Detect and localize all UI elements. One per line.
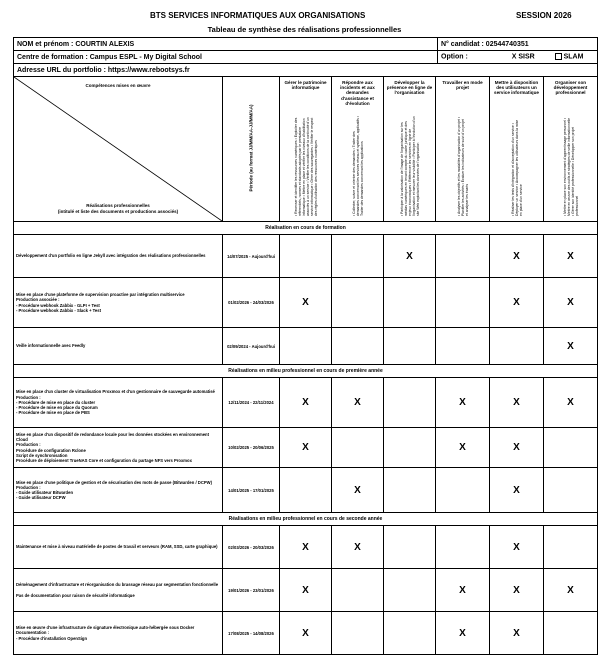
competence-detail: • Mettre en place son environnement d'apprentissage personnel • Mettre en œuvre des outils et stratégies de veille informationnelle • Gérer son identité professionnelle • Développer son projet professionnel xyxy=(562,117,579,216)
period-cell: 14/07/2025 - Aujourd'hui xyxy=(223,235,280,278)
section-row xyxy=(14,365,598,378)
realisation-title: Mise en place d'une plateforme de supervision proactive par intégration multiservice xyxy=(16,292,185,298)
realisation-title: Développement d'un portfolio en ligne Jekyll avec intégration des réalisations professionnelles xyxy=(16,253,206,259)
competence-header xyxy=(384,77,436,222)
periode-header: Période (au format JJ/MM/AA-JJ/MM/AA) xyxy=(223,77,280,222)
production-line: - Guide utilisateur Bitwarden xyxy=(16,490,74,495)
competence-mark: X xyxy=(490,378,544,428)
option-label: Option : xyxy=(441,53,468,61)
table-row xyxy=(14,235,598,278)
production-line: - Procédure de mise en place de PBS xyxy=(16,410,90,416)
competence-mark xyxy=(332,235,384,278)
competence-mark: X xyxy=(436,569,490,612)
competence-mark: X xyxy=(490,278,544,328)
competence-detail: • Recenser et identifier les ressources numériques • Exploiter des référentiels, normes et standards adoptés par le prestataire informatique • Mettre en place et vérifier les niveaux d'habilitation associés à un service • Vérifier les conditions de la continuité d'un service informatique • Gérer des sauvegardes • Vérifier le respect des règles d'utilisation des ressources numériques xyxy=(293,117,318,216)
competence-header xyxy=(436,77,490,222)
table-row xyxy=(14,526,598,569)
candidate-number: N° candidat : 02544740351 xyxy=(438,38,598,51)
production-line: Procédure de déploiement TrueNAS Core et configuration du partage NFS vers Proxmox xyxy=(16,457,192,463)
competence-mark xyxy=(384,428,436,468)
competence-mark: X xyxy=(280,612,332,655)
document-title: BTS SERVICES INFORMATIQUES AUX ORGANISATIONS xyxy=(150,11,366,20)
synthesis-table xyxy=(13,76,598,655)
competence-detail: • Participer à la valorisation de l'image de l'organisation sur les médias numériques en tenant compte du cadre juridique et des enjeux économiques • Référencer les services en ligne de l'organisation et mesurer leur visibilité • Participer à l'évolution d'un site Web exploitant les données de l'organisation xyxy=(399,116,420,216)
production-line: - Procédure d'installation OpenSign xyxy=(16,635,88,641)
production-line: - Procédure webhook Zabbix - GLPI + Test xyxy=(16,302,100,308)
production-line: Production : xyxy=(16,484,41,490)
competence-mark: X xyxy=(544,328,598,365)
realisation-cell xyxy=(14,569,223,612)
production-line: Production : xyxy=(16,394,41,400)
competence-mark: X xyxy=(280,428,332,468)
competence-mark: X xyxy=(544,278,598,328)
header-row xyxy=(14,77,598,222)
section-title: Réalisations en milieu professionnel en cours de première année xyxy=(14,365,598,378)
competence-mark: X xyxy=(384,235,436,278)
portfolio-url: Adresse URL du portfolio : https://www.rebootsys.fr xyxy=(14,64,598,77)
competence-mark: X xyxy=(490,526,544,569)
competence-mark: X xyxy=(490,468,544,513)
competence-mark: X xyxy=(280,526,332,569)
competence-mark: X xyxy=(436,428,490,468)
competence-mark: X xyxy=(544,235,598,278)
table-row xyxy=(14,428,598,468)
table-row xyxy=(14,612,598,655)
realisation-cell xyxy=(14,328,223,365)
realisation-cell xyxy=(14,612,223,655)
competence-mark xyxy=(280,328,332,365)
production-line: - Guide utilisateur DCPW xyxy=(16,495,66,501)
competence-mark: X xyxy=(332,378,384,428)
competence-mark xyxy=(490,328,544,365)
realisation-title: Maintenance et mise à niveau matérielle de postes de travail et serveurs (RAM, SSD, carte graphique) xyxy=(16,544,218,550)
competence-detail: • Collecter, suivre et orienter des demandes • Traiter des demandes concernant les services réseau et système, applicatifs • Traiter des demandes concernant les applications xyxy=(351,116,364,216)
competence-mark xyxy=(384,378,436,428)
period-cell: 19/01/2026 - 23/01/2026 xyxy=(223,569,280,612)
competence-mark xyxy=(544,468,598,513)
competence-mark xyxy=(436,468,490,513)
competence-header xyxy=(544,77,598,222)
realisation-title: Veille informationnelle avec Feedly xyxy=(16,343,86,349)
competence-title: Mettre à disposition des utilisateurs un service informatique xyxy=(494,80,539,96)
production-line: Procédure de configuration Rclone xyxy=(16,447,86,453)
period-cell: 02/03/2026 - 20/03/2026 xyxy=(223,526,280,569)
competence-detail: • Réaliser les tests d'intégration et d'acceptation d'un service • Déployer un service • Accompagner les utilisateurs dans la mise en place d'un service xyxy=(510,119,523,216)
competence-mark: X xyxy=(544,378,598,428)
realisations-subtitle: (intitulé et liste des documents et productions associés) xyxy=(57,209,179,214)
competence-title: Organiser son développement professionnel xyxy=(553,80,588,96)
competence-mark: X xyxy=(280,569,332,612)
competence-mark xyxy=(332,428,384,468)
competence-mark: X xyxy=(436,612,490,655)
realisation-cell xyxy=(14,526,223,569)
competence-mark xyxy=(436,328,490,365)
competence-mark xyxy=(436,278,490,328)
realisations-title: Réalisations professionnelles xyxy=(86,203,150,208)
candidate-name: NOM et prénom : COURTIN ALEXIS xyxy=(14,38,438,51)
competence-title: Gérer le patrimoine informatique xyxy=(284,80,327,91)
diagonal-line xyxy=(14,77,222,221)
competence-mark xyxy=(332,328,384,365)
section-row xyxy=(14,222,598,235)
realisation-cell xyxy=(14,235,223,278)
table-row xyxy=(14,278,598,328)
period-cell: 10/02/2025 - 20/06/2025 xyxy=(223,428,280,468)
competence-title: Répondre aux incidents et aux demandes d'assistance et d'évolution xyxy=(340,80,375,106)
period-cell: 14/01/2025 - 17/01/2025 xyxy=(223,468,280,513)
realisation-cell xyxy=(14,468,223,513)
option-cell xyxy=(438,51,598,64)
competence-header xyxy=(280,77,332,222)
section-title: Réalisations en milieu professionnel en cours de seconde année xyxy=(14,513,598,526)
realisation-cell xyxy=(14,278,223,328)
competence-mark xyxy=(544,612,598,655)
competence-mark xyxy=(544,526,598,569)
competence-detail: • Analyser les objectifs et les modalités d'organisation d'un projet • Planifier les activités • Évaluer les indicateurs de suivi d'un projet et analyser les écarts xyxy=(456,116,469,216)
production-line: Documentation : xyxy=(16,630,50,636)
realisation-cell xyxy=(14,428,223,468)
competence-mark: X xyxy=(490,612,544,655)
production-line: Production : xyxy=(16,442,41,448)
competence-mark xyxy=(332,612,384,655)
competence-mark xyxy=(384,569,436,612)
competence-mark: X xyxy=(332,468,384,513)
competence-mark xyxy=(332,569,384,612)
option-slam: SLAM xyxy=(563,53,584,61)
competence-mark xyxy=(436,235,490,278)
realisation-cell xyxy=(14,378,223,428)
competence-mark xyxy=(384,526,436,569)
competence-mark: X xyxy=(280,278,332,328)
diagonal-header xyxy=(14,77,223,222)
section-row xyxy=(14,513,598,526)
competence-mark xyxy=(280,235,332,278)
realisation-title: Mise en place d'un cluster de virtualisation Proxmox et d'un gestionnaire de sauvegarde automatisé xyxy=(16,389,215,395)
competence-mark: X xyxy=(490,235,544,278)
competence-mark: X xyxy=(280,378,332,428)
production-line: Production associée : xyxy=(16,297,60,303)
checkbox-icon xyxy=(555,53,562,60)
period-cell: 12/11/2024 - 22/11/2024 xyxy=(223,378,280,428)
identity-table xyxy=(13,37,598,77)
competence-mark xyxy=(384,468,436,513)
competence-title: Développer la présence en ligne de l'organisation xyxy=(386,80,433,96)
competence-mark xyxy=(384,612,436,655)
competence-mark: X xyxy=(332,526,384,569)
production-line: Pas de documentation pour raison de sécurité informatique xyxy=(16,592,135,598)
period-cell: 01/02/2026 - 24/03/2026 xyxy=(223,278,280,328)
realisation-title: Mise en œuvre d'une infrastructure de signature électronique auto-hébergée sous Docker xyxy=(16,625,195,631)
section-title: Réalisation en cours de formation xyxy=(14,222,598,235)
table-row xyxy=(14,328,598,365)
realisation-title: Mise en place d'une politique de gestion et de sécurisation des mots de passe (Bitwarden / DCPW) xyxy=(16,479,212,485)
competence-header xyxy=(332,77,384,222)
realisation-title: Mise en place d'un dispositif de redondance locale pour les données stockées en environnement Cloud xyxy=(16,431,209,443)
realisation-title: Déménagement d'infrastructure et réorganisation du brassage réseau par segmentation fonctionnelle xyxy=(16,582,219,588)
competence-mark xyxy=(544,428,598,468)
table-row xyxy=(14,378,598,428)
option-sisr: X SISR xyxy=(511,53,535,61)
competence-mark xyxy=(280,468,332,513)
competence-mark: X xyxy=(436,378,490,428)
competence-title: Travailler en mode projet xyxy=(442,80,483,91)
competence-mark: X xyxy=(490,569,544,612)
competence-mark xyxy=(384,278,436,328)
competence-header xyxy=(490,77,544,222)
table-row xyxy=(14,569,598,612)
table-row xyxy=(14,468,598,513)
competence-mark: X xyxy=(490,428,544,468)
competence-mark xyxy=(436,526,490,569)
production-line: - Procédure de mise en place du cluster xyxy=(16,399,96,405)
competences-label: Compétences mises en œuvre xyxy=(85,83,151,88)
competence-mark xyxy=(332,278,384,328)
competence-mark: X xyxy=(544,569,598,612)
production-line: - Procédure de mise en place du Quorum xyxy=(16,405,98,411)
period-cell: 02/09/2024 - Aujourd'hui xyxy=(223,328,280,365)
period-cell: 17/08/2025 - 14/08/2026 xyxy=(223,612,280,655)
realisations-label xyxy=(14,203,222,215)
session-label: SESSION 2026 xyxy=(516,11,572,20)
production-line: - Procédure webhook Zabbix - Slack + Test xyxy=(16,307,101,313)
competence-mark xyxy=(384,328,436,365)
training-center: Centre de formation : Campus ESPL - My Digital School xyxy=(14,51,438,64)
document-subtitle: Tableau de synthèse des réalisations professionnelles xyxy=(207,25,402,34)
production-line: Script de synchronisation xyxy=(16,452,68,458)
